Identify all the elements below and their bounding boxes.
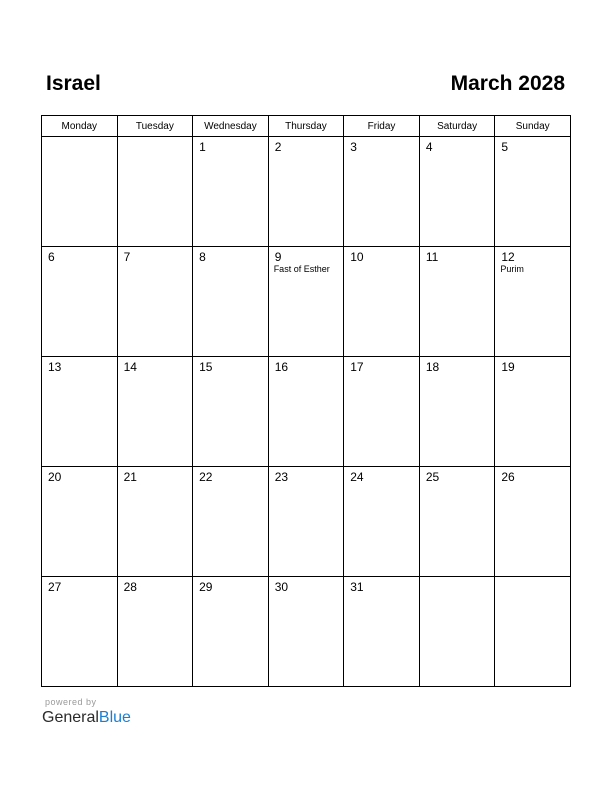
day-cell <box>419 247 495 357</box>
day-number: 31 <box>350 580 364 594</box>
day-number: 22 <box>199 470 213 484</box>
day-number <box>118 137 193 154</box>
calendar-grid <box>41 115 571 687</box>
weekday-friday: Friday <box>344 116 420 137</box>
day-cell <box>419 137 495 247</box>
day-cell <box>42 577 118 687</box>
day-number: 21 <box>123 470 137 484</box>
day-number: 15 <box>199 360 213 374</box>
day-number <box>495 577 570 594</box>
day-cell <box>193 357 269 467</box>
day-cell <box>495 357 571 467</box>
country-title: Israel <box>46 72 101 95</box>
day-cell <box>344 247 420 357</box>
day-number: 28 <box>123 580 137 594</box>
day-number: 6 <box>48 250 55 264</box>
day-number: 27 <box>48 580 62 594</box>
month-year-title: March 2028 <box>450 72 565 95</box>
day-cell <box>495 247 571 357</box>
day-number: 1 <box>199 140 206 154</box>
day-cell <box>344 137 420 247</box>
day-number: 17 <box>350 360 364 374</box>
day-number: 4 <box>425 140 433 154</box>
day-cell <box>117 467 193 577</box>
day-number: 19 <box>501 360 515 374</box>
day-number: 14 <box>123 360 137 374</box>
day-cell <box>268 577 344 687</box>
day-number: 2 <box>274 140 282 154</box>
day-cell <box>117 247 193 357</box>
day-number: 3 <box>350 140 357 154</box>
day-number: 12 <box>501 250 515 264</box>
day-number: 26 <box>501 470 515 484</box>
brand-general-text: General <box>42 709 99 726</box>
day-number: 7 <box>123 250 131 264</box>
day-cell <box>42 137 118 247</box>
day-number: 29 <box>199 580 213 594</box>
day-cell <box>344 357 420 467</box>
powered-by-label: powered by <box>45 697 97 707</box>
day-cell <box>117 577 193 687</box>
day-cell <box>268 357 344 467</box>
day-number: 13 <box>48 360 62 374</box>
day-number: 30 <box>274 580 289 594</box>
day-number: 5 <box>501 140 509 154</box>
day-number: 25 <box>425 470 440 484</box>
day-cell <box>495 137 571 247</box>
weekday-sunday: Sunday <box>495 116 571 137</box>
day-cell <box>193 247 269 357</box>
day-cell <box>268 137 344 247</box>
day-number: 23 <box>274 470 289 484</box>
weekday-saturday: Saturday <box>419 116 495 137</box>
day-cell <box>117 137 193 247</box>
weekday-wednesday: Wednesday <box>193 116 269 137</box>
week-row <box>42 247 571 357</box>
weekday-header-row <box>42 116 571 137</box>
day-number: 8 <box>199 250 206 264</box>
day-cell <box>193 577 269 687</box>
day-cell <box>42 357 118 467</box>
week-row <box>42 357 571 467</box>
day-number: 9 <box>274 250 282 264</box>
generalblue-logo <box>42 708 131 728</box>
day-cell <box>419 467 495 577</box>
day-cell <box>268 247 344 357</box>
day-number: 16 <box>274 360 289 374</box>
day-cell <box>419 577 495 687</box>
day-number: 24 <box>350 470 364 484</box>
day-cell <box>344 577 420 687</box>
day-cell <box>419 357 495 467</box>
weekday-thursday: Thursday <box>268 116 344 137</box>
day-cell <box>495 577 571 687</box>
weekday-tuesday: Tuesday <box>117 116 193 137</box>
brand-blue-text: Blue <box>98 709 131 726</box>
week-row <box>42 137 571 247</box>
day-number <box>42 137 117 154</box>
day-cell <box>193 467 269 577</box>
week-row <box>42 577 571 687</box>
day-number: 11 <box>425 250 439 264</box>
day-cell <box>117 357 193 467</box>
weekday-monday: Monday <box>42 116 118 137</box>
day-number: 20 <box>48 470 62 484</box>
day-cell <box>193 137 269 247</box>
day-cell <box>495 467 571 577</box>
day-cell <box>42 467 118 577</box>
day-number: 10 <box>350 250 364 264</box>
day-number: 18 <box>425 360 440 374</box>
day-number <box>420 577 495 594</box>
week-row <box>42 467 571 577</box>
holiday-event: Fast of Esther <box>273 264 330 274</box>
day-cell <box>268 467 344 577</box>
day-cell <box>42 247 118 357</box>
day-cell <box>344 467 420 577</box>
holiday-event: Purim <box>500 264 524 274</box>
